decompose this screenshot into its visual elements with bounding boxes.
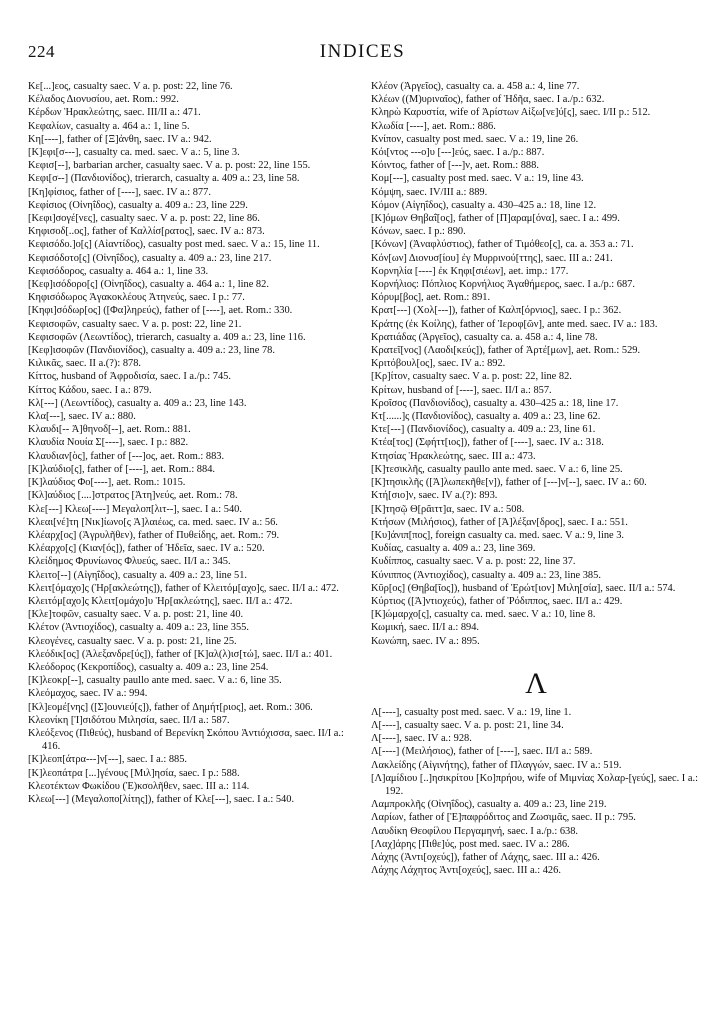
- index-entry: Κωνώπη, saec. IV a.: 895.: [371, 635, 480, 647]
- index-entry: [Κ]λαύδιο[ς], father of [----], aet. Rom.: 884.: [28, 463, 215, 475]
- index-entry: [Κ]τησικλῆς ([Ἀ]λωπεκῆθε[ν]), father of [---]ν[--], saec. IV a.: 60.: [371, 477, 647, 489]
- index-entry: Λαμπροκλῆς (Οἰνηΐδος), casualty a. 409 a.: 23, line 219.: [371, 799, 607, 811]
- index-entry: Κεφισόδορος, casualty a. 464 a.: 1, line 33.: [28, 265, 209, 277]
- index-entry: Λαρίων, father of [Ἐ]παφρόδιτος and Ζωσιμᾶς, saec. II p.: 795.: [371, 812, 636, 824]
- index-entry: Κρίτων, husband of [----], saec. II/I a.: 857.: [371, 384, 552, 396]
- index-entry: Κομ[---], casualty post med. saec. V a.: 19, line 43.: [371, 173, 584, 185]
- index-entry: Λαυδίκη Θεοφίλου Περγαμηνή, saec. I a./p.: 638.: [371, 825, 579, 837]
- index-entry: Λ[----], casualty post med. saec. V a.: 19, line 1.: [371, 706, 572, 718]
- index-entry: [Κ]όμων Θηβαΐ[ος], father of [Π]αραμ[όνα], saec. I a.: 499.: [371, 213, 620, 225]
- index-entry: Κυδίππος, casualty saec. V a. p. post: 22, line 37.: [371, 556, 576, 568]
- index-entry: Κληρὼ Καρυστία, wife of Ἀρίστων Αἰξω[νε]ύ[ς], saec. I/II p.: 512.: [371, 107, 651, 119]
- right-column-entries-lambda: [371, 706, 701, 878]
- index-entry: [Κυ]άνιπ[πος], foreign casualty ca. med. saec. V a.: 9, line 3.: [371, 529, 625, 541]
- index-entry: Κλεονίκη [Ἰ]σιδότου Μιλησία, saec. II/I a.: 587.: [28, 714, 230, 726]
- left-column: [28, 80, 358, 806]
- index-entry: Κωμική, saec. II/I a.: 894.: [371, 622, 480, 634]
- index-entry: Κίττος Κάδου, saec. I a.: 879.: [28, 384, 152, 396]
- index-entry: [Κ]ώμαρχο[ς], casualty ca. med. saec. V a.: 10, line 8.: [371, 609, 596, 621]
- index-entry: [Λαχ]άρης [Πιθε]ύς, post med. saec. IV a.: 286.: [371, 838, 570, 850]
- index-entry: Κλεόδικ[ος] (Ἀλεξανδρε[ύς]), father of [Κ]αλ(λ)ισ[τώ], saec. II/I a.: 401.: [28, 648, 333, 660]
- index-entry: Κλωδία [----], aet. Rom.: 886.: [371, 120, 496, 132]
- index-entry: Κλα[---], saec. IV a.: 880.: [28, 411, 136, 423]
- index-entry: Κλαυδία Νουία Σ[----], saec. I p.: 882.: [28, 437, 189, 449]
- index-entry: Κλεογένες, casualty saec. V a. p. post: 21, line 25.: [28, 635, 237, 647]
- index-entry: Κλ[---] (Λεωντίδος), casualty a. 409 a.: 23, line 143.: [28, 397, 247, 409]
- index-entry: Κτήσων (Μιλήσιος), father of [Ἀ]λέξαν[δρος], saec. I a.: 551.: [371, 516, 628, 528]
- right-column: [371, 80, 701, 877]
- index-entry: Κρατ[---] (Χολ[---]), father of Καλπ[όρνιος], saec. I p.: 362.: [371, 305, 622, 317]
- index-entry: [Κεφ]ισοφῶν (Πανδιονίδος), casualty a. 409 a.: 23, line 78.: [28, 345, 275, 357]
- index-entry: Κίττος, husband of Ἀφροδισία, saec. I a./p.: 745.: [28, 371, 231, 383]
- index-entry: [Κ]λεοπάτρα [...]γένους [Μιλ]ησία, saec. I p.: 588.: [28, 767, 240, 779]
- index-entry: Κλέων ((Μ)υριναῖος), father of Ἡδῆα, saec. I a./p.: 632.: [371, 94, 605, 106]
- index-entry: [Κηφι]σόδωρ[ος] ([Φα]ληρεύς), father of [----], aet. Rom.: 330.: [28, 305, 293, 317]
- index-entry: [Κη]φίσιος, father of [----], saec. IV a.: 877.: [28, 186, 211, 198]
- index-entry: [Κλε]τοφῶν, casualty saec. V a. p. post: 21, line 40.: [28, 609, 244, 621]
- index-entry: Κριτόβουλ[ος], saec. IV a.: 892.: [371, 358, 506, 370]
- index-entry: [Κ]λαύδιος Φο[----], aet. Rom.: 1015.: [28, 477, 186, 489]
- index-entry: Κυδίας, casualty a. 409 a.: 23, line 369.: [371, 543, 536, 555]
- index-entry: [Κ]τησῷ Θ[ρᾶιττ]α, saec. IV a.: 508.: [371, 503, 525, 515]
- page-number: 224: [28, 42, 55, 61]
- index-entry: Κε[...]εος, casualty saec. V a. p. post: 22, line 76.: [28, 81, 233, 92]
- index-entry: Κη[----], father of [Ξ]ἀνθη, saec. IV a.: 942.: [28, 133, 212, 145]
- index-entry: Κλεαι[νέ]τη [Νικ]ίωνο[ς Ἁ]λαιέως, ca. med. saec. IV a.: 56.: [28, 516, 278, 528]
- index-entry: Κορνήλιος: Πόπλιος Κορνήλιος Ἀγαθήμερος, saec. I a./p.: 687.: [371, 279, 635, 291]
- index-entry: Κόι[ντος ---ο]υ [---]εύς, saec. I a./p.: 887.: [371, 147, 545, 159]
- index-entry: Κεφισόδο.]ο[ς] (Αἰαντίδος), casualty post med. saec. V a.: 15, line 11.: [28, 239, 320, 251]
- index-entry: Κόν[ων] Διονυσ[ίου] ἐγ Μυρρινού[ττης], saec. III a.: 241.: [371, 252, 613, 264]
- index-entry: Κτέα[τος] (Σφήττ[ιος]), father of [----], saec. IV a.: 318.: [371, 437, 604, 449]
- index-entry: Κῦρ[ος] (Θηβα[ῖος]), husband of Ἐρώτ[ιον] Μιλη[σία], saec. II/I a.: 574.: [371, 582, 676, 594]
- index-entry: Κλέαρχο[ς] (Κιαν[ός]), father of Ἡδεῖα, saec. IV a.: 520.: [28, 543, 265, 555]
- index-entry: Κιλικᾶς, saec. II a.(?): 878.: [28, 358, 141, 370]
- index-entry: Κόνων, saec. I p.: 890.: [371, 226, 466, 238]
- index-entry: Κεφαλίων, casualty a. 464 a.: 1, line 5.: [28, 120, 190, 132]
- index-entry: [Κόνων] (Ἀναφλύστιος), father of Τιμόθεο[ς], ca. a. 353 a.: 71.: [371, 239, 634, 251]
- index-entry: [Κεφι]σογέ[νες], casualty saec. V a. p. post: 22, line 86.: [28, 213, 260, 225]
- index-entry: Κτησίας Ἡρακλεώτης, saec. III a.: 473.: [371, 450, 536, 462]
- index-entry: [Κρ]ίτον, casualty saec. V a. p. post: 22, line 82.: [371, 371, 572, 383]
- index-entry: Λάχης Λάχητος Ἀντι[οχεύς], saec. III a.: 426.: [371, 865, 561, 877]
- index-entry: Κηφισοδ[..ος], father of Καλλίσ[ρατος], saec. IV a.: 873.: [28, 226, 265, 238]
- index-entry: Κτ[......]ς (Πανδιονίδος), casualty a. 409 a.: 23, line 62.: [371, 411, 601, 423]
- index-entry: Κλεόξενος (Πιθεύς), husband of Βερενίκη Σκόπου Ἀντιόχισσα, saec. II/I a.: 416.: [28, 727, 344, 753]
- running-head: INDICES: [319, 41, 406, 62]
- index-entry: Κλείδημος Φρυνίωνος Φλυεύς, saec. II/I a.: 345.: [28, 556, 231, 568]
- index-entry: Κτή[σιο]ν, saec. IV a.(?): 893.: [371, 490, 498, 502]
- index-entry: Κεφι[σ--] (Πανδιονίδος), trierarch, casualty a. 409 a.: 23, line 58.: [28, 173, 300, 185]
- index-entry: Κροῖσος (Πανδιονίδος), casualty a. 430–425 a.: 18, line 17.: [371, 397, 619, 409]
- index-entry: Κλεόδορος (Κεκροπίδος), casualty a. 409 a.: 23, line 254.: [28, 661, 269, 673]
- index-entry: Κλεοτέκτων Φωκίδου (Ἐ)κσολῆθεν, saec. III a.: 114.: [28, 780, 250, 792]
- index-entry: Κλειτόμ[αχο]ς Κλειτ[ομάχο]υ Ἡρ[ακλεώτης], saec. II/I a.: 472.: [28, 595, 293, 607]
- index-entry: Κτε[---] (Πανδιονίδος), casualty a. 409 a.: 23, line 61.: [371, 424, 596, 436]
- index-entry: Κλέον (Ἀργεῖος), casualty ca. a. 458 a.: 4, line 77.: [371, 81, 580, 92]
- index-entry: Κεφισόδοτο[ς] (Οἰνηΐδος), casualty a. 409 a.: 23, line 217.: [28, 252, 272, 264]
- index-entry: Κόιντος, father of [---]ν, aet. Rom.: 888.: [371, 160, 539, 172]
- index-entry: Κεφισοφῶν (Λεωντίδος), trierarch, casualty a. 409 a.: 23, line 116.: [28, 331, 306, 343]
- index-entry: Κεφισοφῶν, casualty saec. V a. p. post: 22, line 21.: [28, 318, 242, 330]
- index-entry: Κορνηλία [----] ἐκ Κηφι[σιέων], aet. imp.: 177.: [371, 265, 569, 277]
- index-entry: Κλειτ[όμαχο]ς (Ἡρ[ακλεώτης]), father of Κλειτόμ[αχο]ς, saec. II/I a.: 472.: [28, 582, 339, 594]
- index-entry: Κεφισ[--], barbarian archer, casualty saec. V a. p. post: 22, line 155.: [28, 160, 311, 172]
- index-entry: Λ[----], casualty saec. V a. p. post: 21, line 34.: [371, 719, 564, 731]
- index-entry: Κλεω[---] (Μεγαλοπο[λίτης]), father of Κλε[---], saec. I a.: 540.: [28, 793, 295, 805]
- index-entry: Κεφίσιος (Οἰνηΐδος), casualty a. 409 a.: 23, line 229.: [28, 199, 248, 211]
- index-entry: Λακλείδης (Αἰγινήτης), father of Πλαγγών, saec. IV a.: 519.: [371, 759, 622, 771]
- index-entry: [Κ]λεοπ[άτρα---]ν[---], saec. I a.: 885.: [28, 754, 188, 766]
- index-entry: Κλαυδι[-- Ἀ]θηνοδ[--], aet. Rom.: 881.: [28, 424, 191, 436]
- right-column-entries-kappa: [371, 80, 701, 648]
- index-entry: [Κ]εφι[σ---], casualty ca. med. saec. V a.: 5, line 3.: [28, 147, 240, 159]
- index-entry: Κράτης (ἐκ Κοίλης), father of Ἱεροφ[ῶν], ante med. saec. IV a.: 183.: [371, 318, 658, 330]
- index-entry: [Κ]τεσικλῆς, casualty paullo ante med. saec. V a.: 6, line 25.: [371, 463, 623, 475]
- index-entry: Κλαυδιαν[ὸς], father of [---]ος, aet. Rom.: 883.: [28, 450, 225, 462]
- index-entry: [Κ]λεοκρ[--], casualty paullo ante med. saec. V a.: 6, line 35.: [28, 675, 282, 687]
- index-entry: [Κεφ]ισόδορο[ς] (Οἰνηΐδος), casualty a. 464 a.: 1, line 82.: [28, 279, 269, 291]
- index-entry: Κνίπον, casualty post med. saec. V a.: 19, line 26.: [371, 133, 579, 145]
- index-entry: Κύνιππος (Ἀντιοχίδος), casualty a. 409 a.: 23, line 385.: [371, 569, 601, 581]
- index-entry: Κηφισόδωρος Ἀγακοκλέους Ἀτηνεύς, saec. I p.: 77.: [28, 292, 245, 304]
- index-entry: Κόμψη, saec. IV/III a.: 889.: [371, 186, 488, 198]
- index-entry: [Κλ]αύδιος [....]στρατος [Ἀτη]νεύς, aet. Rom.: 78.: [28, 490, 238, 502]
- index-entry: Κλειτο[--] (Αἰγηΐδος), casualty a. 409 a.: 23, line 51.: [28, 569, 248, 581]
- index-entry: Κλεόμαχος, saec. IV a.: 994.: [28, 688, 148, 700]
- index-entry: Λ[----] (Μειλήσιος), father of [----], saec. II/I a.: 589.: [371, 746, 593, 758]
- index-entry: [Λ]αμίδιου [..]ησικρίτου [Κο]πρήου, wife of Μιμνίας Χολαρ-[γεύς], saec. I a.: 192.: [371, 772, 698, 797]
- index-entry: Κόρυμ[βος], aet. Rom.: 891.: [371, 292, 491, 304]
- index-entry: Κρατεῖ[νος] (Λαοδι[κεύς]), father of Ἀρτέ[μων], aet. Rom.: 529.: [371, 345, 641, 357]
- index-entry: Κέρδων Ἡρακλεώτης, saec. III/II a.: 471.: [28, 107, 201, 119]
- index-entry: Κλε[---] Κλεω[----] Μεγαλοπ[λιτ--], saec. I a.: 540.: [28, 503, 242, 515]
- index-entry: Κρατιάδας (Ἀργεῖος), casualty ca. a. 458 a.: 4, line 78.: [371, 331, 598, 343]
- index-entry: Κόμον (Αἰγηΐδος), casualty a. 430–425 a.: 18, line 12.: [371, 199, 597, 211]
- index-entry: Λάχης (Ἀντι[οχεύς]), father of Λάχης, saec. III a.: 426.: [371, 851, 600, 863]
- index-entry: Κέλαδος Διονυσίου, aet. Rom.: 992.: [28, 94, 179, 106]
- index-entry: Κύρτιος ([Ἀ]ντιοχεύς), father of Ῥόδιππος, saec. II/I a.: 429.: [371, 595, 623, 607]
- section-letter-lambda: Λ: [525, 666, 547, 700]
- index-entry: Κλέτον (Ἀντιοχίδος), casualty a. 409 a.: 23, line 355.: [28, 622, 249, 634]
- index-entry: Κλέαρχ[ος] (Ἀγρυλῆθεν), father of Πυθείδης, aet. Rom.: 79.: [28, 529, 280, 541]
- index-entry: [Κλ]εομέ[νης] ([Σ]ουνιεύ[ς]), father of Δημήτ[ριος], aet. Rom.: 306.: [28, 701, 313, 713]
- index-entry: Λ[----], saec. IV a.: 928.: [371, 733, 472, 745]
